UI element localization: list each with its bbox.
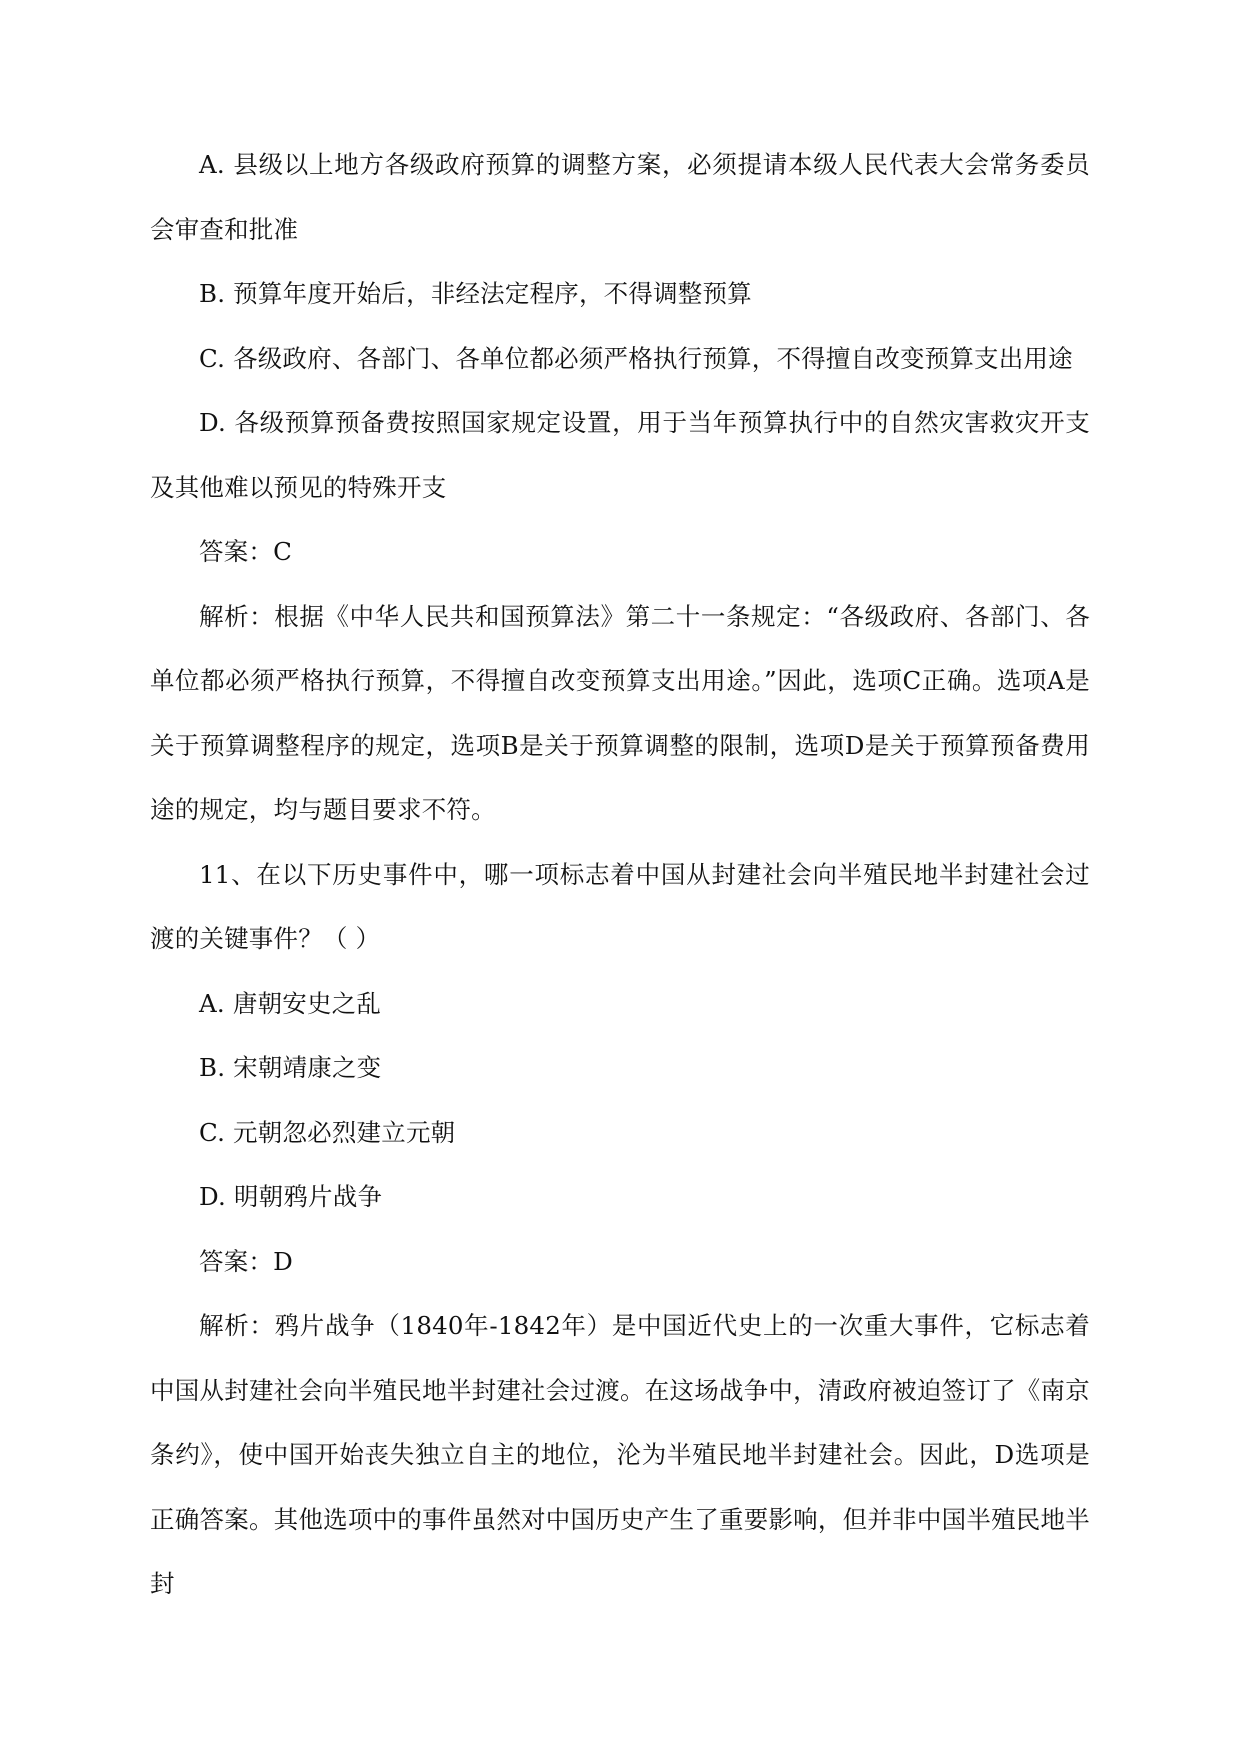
q10-option-c: C. 各级政府、各部门、各单位都必须严格执行预算，不得擅自改变预算支出用途 <box>199 343 1073 373</box>
q11-explanation: 解析：鸦片战争（1840年-1842年）是中国近代史上的一次重大事件，它标志着中国从封建社会向半殖民地半封建社会过渡。在这场战争中，清政府被迫签订了《南京条约》，使中国开始丧失独立自主的地位，沦为半殖民地半封建社会。因此，D选项是正确答案。其他选项中的事件虽然对中国历史产生了重要影响，但并非中国半殖民地半封 <box>150 1311 1090 1598</box>
q11-option-c: C. 元朝忽必烈建立元朝 <box>199 1117 456 1147</box>
q11-answer: 答案：D <box>199 1246 293 1276</box>
q10-option-a: A. 县级以上地方各级政府预算的调整方案，必须提请本级人民代表大会常务委员会审查和批准 <box>150 150 1090 244</box>
document-page <box>150 133 1090 1617</box>
q10-explanation: 解析：根据《中华人民共和国预算法》第二十一条规定：“各级政府、各部门、各单位都必须严格执行预算，不得擅自改变预算支出用途。”因此，选项C正确。选项A是关于预算调整程序的规定，选项B是关于预算调整的限制，选项D是关于预算预备费用途的规定，均与题目要求不符。 <box>150 601 1090 824</box>
q11-question: 11、在以下历史事件中，哪一项标志着中国从封建社会向半殖民地半封建社会过渡的关键事件？（ ） <box>150 859 1090 953</box>
q10-option-b: B. 预算年度开始后，非经法定程序，不得调整预算 <box>199 279 752 308</box>
q10-answer: 答案：C <box>199 537 293 566</box>
q11-option-d: D. 明朝鸦片战争 <box>199 1182 383 1211</box>
q11-option-a: A. 唐朝安史之乱 <box>199 988 382 1018</box>
q10-option-d: D. 各级预算预备费按照国家规定设置，用于当年预算执行中的自然灾害救灾开支及其他难以预见的特殊开支 <box>150 408 1090 502</box>
q11-option-b: B. 宋朝靖康之变 <box>199 1053 382 1082</box>
